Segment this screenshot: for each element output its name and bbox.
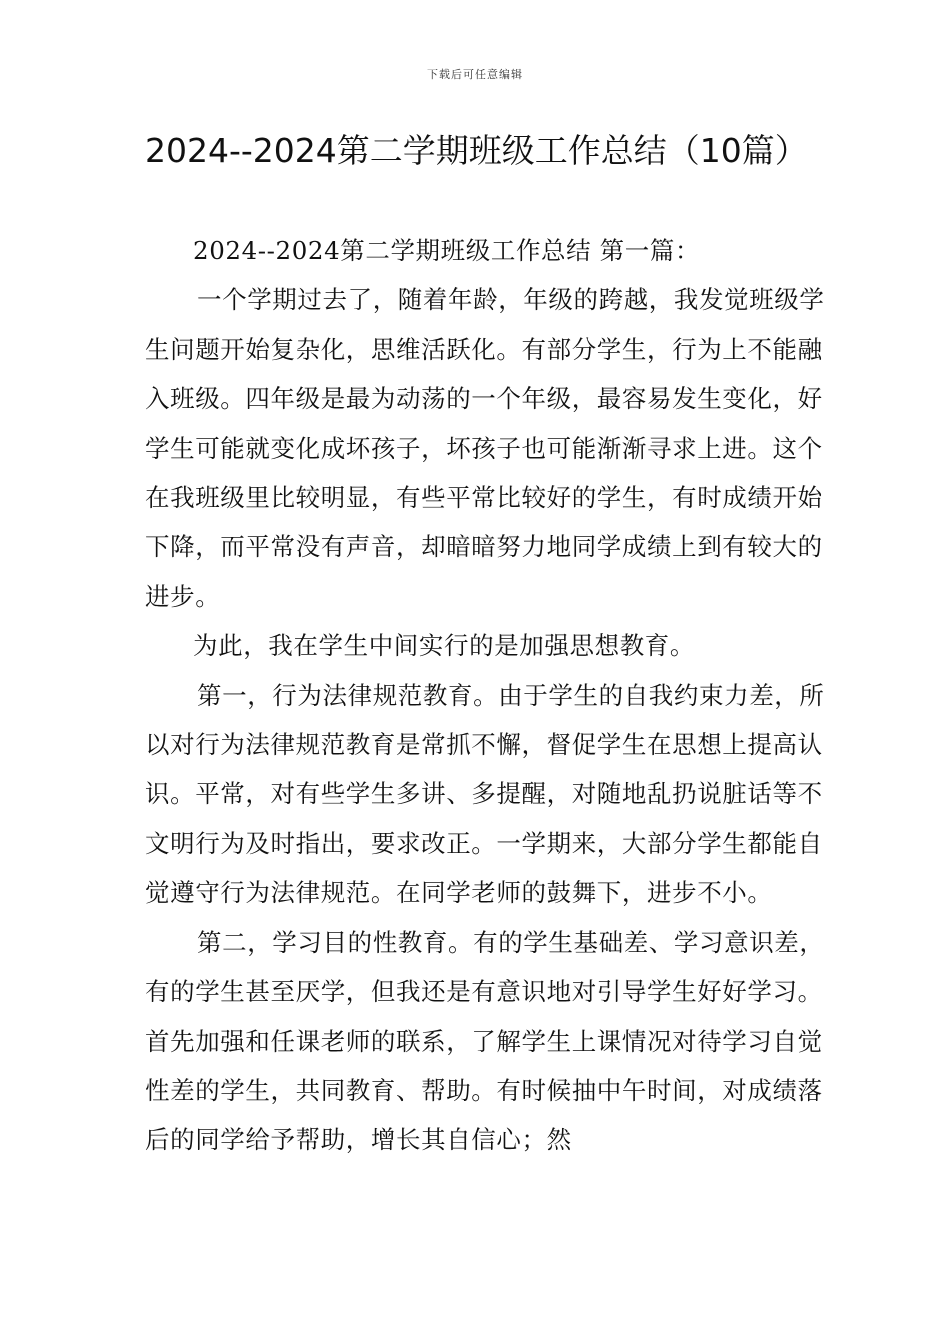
document-title: 2024--2024第二学期班级工作总结（10篇） — [145, 131, 808, 170]
paragraph-study-purpose: 第二，学习目的性教育。有的学生基础差、学习意识差，有的学生甚至厌学，但我还是有意识地对引导学生好好学习。首先加强和任课老师的联系，了解学生上课情况对待学习自觉性差的学生，共同教育、帮助。有时候抽中午时间，对成绩落后的同学给予帮助，增长其自信心；然 — [145, 927, 825, 1155]
header-note: 下载后可任意编辑 — [427, 68, 523, 81]
paragraph-intro: 一个学期过去了，随着年龄，年级的跨越，我发觉班级学生问题开始复杂化，思维活跃化。有部分学生，行为上不能融入班级。四年级是最为动荡的一个年级，最容易发生变化，好学生可能就变化成坏孩子，坏孩子也可能渐渐寻求上进。这个在我班级里比较明显，有些平常比较好的学生，有时成绩开始下降，而平常没有声音，却暗暗努力地同学成绩上到有较大的进步。 — [145, 285, 825, 611]
paragraph-conduct-education: 第一，行为法律规范教育。由于学生的自我约束力差，所以对行为法律规范教育是常抓不懈，督促学生在思想上提高认识。平常，对有些学生多讲、多提醒，对随地乱扔说脏话等不文明行为及时指出，要求改正。一学期来，大部分学生都能自觉遵守行为法律规范。在同学老师的鼓舞下，进步不小。 — [145, 680, 825, 908]
section-subtitle: 2024--2024第二学期班级工作总结 第一篇： — [193, 236, 701, 265]
paragraph-thought-education: 为此，我在学生中间实行的是加强思想教育。 — [193, 631, 695, 661]
document-body — [145, 226, 835, 1165]
